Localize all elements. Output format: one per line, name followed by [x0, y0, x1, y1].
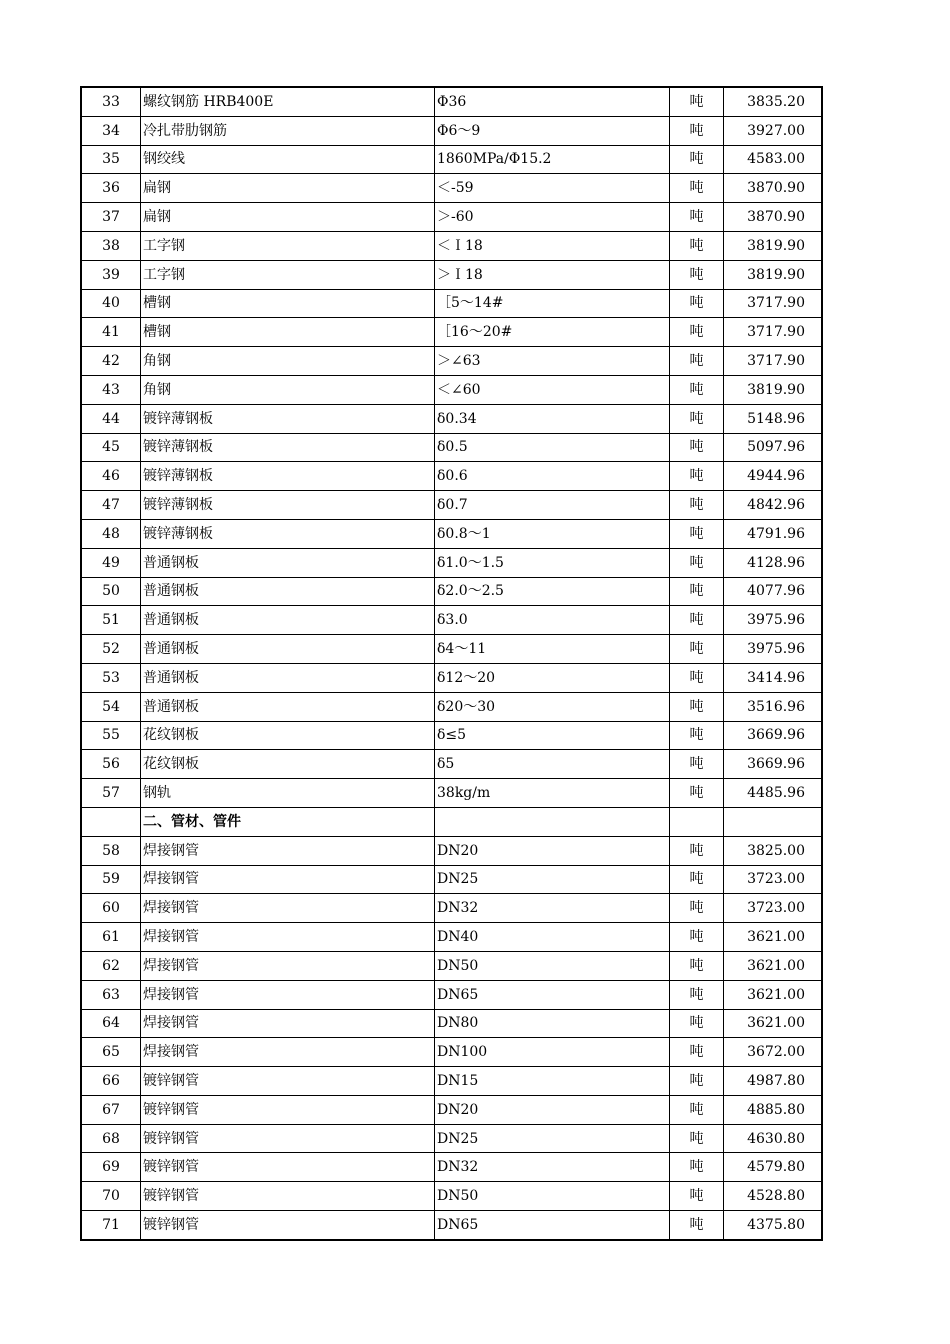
row-number-cell: 47	[81, 491, 141, 520]
table-row	[81, 404, 822, 433]
specification-cell: ＜-59	[435, 174, 670, 203]
price-cell: 5148.96	[724, 404, 823, 433]
material-name-cell: 镀锌薄钢板	[141, 404, 435, 433]
material-name-cell: 镀锌钢管	[141, 1211, 435, 1240]
specification-cell: DN20	[435, 1095, 670, 1124]
table-row	[81, 836, 822, 865]
row-number-cell: 46	[81, 462, 141, 491]
material-name-cell: 普通钢板	[141, 663, 435, 692]
specification-cell: δ0.34	[435, 404, 670, 433]
specification-cell: ［16～20#	[435, 318, 670, 347]
price-cell: 3621.00	[724, 1009, 823, 1038]
row-number-cell: 51	[81, 606, 141, 635]
price-cell: 3870.90	[724, 174, 823, 203]
specification-cell: ＞Ｉ18	[435, 260, 670, 289]
row-number-cell: 62	[81, 951, 141, 980]
unit-cell: 吨	[670, 145, 724, 174]
price-cell: 3669.96	[724, 721, 823, 750]
material-name-cell: 扁钢	[141, 174, 435, 203]
price-cell: 3621.00	[724, 980, 823, 1009]
price-cell: 3516.96	[724, 692, 823, 721]
unit-cell: 吨	[670, 894, 724, 923]
row-number-cell: 38	[81, 231, 141, 260]
price-cell: 4791.96	[724, 519, 823, 548]
unit-cell: 吨	[670, 606, 724, 635]
table-row	[81, 606, 822, 635]
price-cell: 4375.80	[724, 1211, 823, 1240]
row-number-cell: 66	[81, 1067, 141, 1096]
row-number-cell	[81, 807, 141, 836]
price-cell: 3975.96	[724, 606, 823, 635]
specification-cell: DN50	[435, 1182, 670, 1211]
price-cell: 4077.96	[724, 577, 823, 606]
unit-cell: 吨	[670, 865, 724, 894]
table-row	[81, 87, 822, 116]
row-number-cell: 37	[81, 203, 141, 232]
material-name-cell: 镀锌钢管	[141, 1153, 435, 1182]
specification-cell: δ12～20	[435, 663, 670, 692]
row-number-cell: 58	[81, 836, 141, 865]
table-row	[81, 145, 822, 174]
row-number-cell: 52	[81, 635, 141, 664]
table-row	[81, 519, 822, 548]
table-row	[81, 203, 822, 232]
unit-cell: 吨	[670, 635, 724, 664]
price-cell: 4630.80	[724, 1124, 823, 1153]
price-table	[80, 86, 823, 1241]
row-number-cell: 48	[81, 519, 141, 548]
material-name-cell: 普通钢板	[141, 692, 435, 721]
specification-cell: DN32	[435, 894, 670, 923]
price-cell: 3717.90	[724, 289, 823, 318]
specification-cell: DN65	[435, 980, 670, 1009]
material-name-cell: 焊接钢管	[141, 836, 435, 865]
specification-cell: δ0.6	[435, 462, 670, 491]
row-number-cell: 44	[81, 404, 141, 433]
specification-cell: δ0.7	[435, 491, 670, 520]
specification-cell: DN80	[435, 1009, 670, 1038]
table-row	[81, 548, 822, 577]
price-cell: 3975.96	[724, 635, 823, 664]
unit-cell: 吨	[670, 980, 724, 1009]
price-cell: 3669.96	[724, 750, 823, 779]
price-cell: 5097.96	[724, 433, 823, 462]
unit-cell: 吨	[670, 951, 724, 980]
table-row	[81, 1038, 822, 1067]
unit-cell: 吨	[670, 375, 724, 404]
material-name-cell: 焊接钢管	[141, 951, 435, 980]
material-name-cell: 扁钢	[141, 203, 435, 232]
specification-cell	[435, 807, 670, 836]
material-name-cell: 焊接钢管	[141, 1009, 435, 1038]
table-row	[81, 462, 822, 491]
row-number-cell: 43	[81, 375, 141, 404]
row-number-cell: 35	[81, 145, 141, 174]
specification-cell: Φ36	[435, 87, 670, 116]
specification-cell: DN25	[435, 1124, 670, 1153]
specification-cell: DN15	[435, 1067, 670, 1096]
table-row	[81, 347, 822, 376]
price-cell: 3927.00	[724, 116, 823, 145]
row-number-cell: 70	[81, 1182, 141, 1211]
price-cell: 4528.80	[724, 1182, 823, 1211]
unit-cell: 吨	[670, 318, 724, 347]
row-number-cell: 71	[81, 1211, 141, 1240]
price-cell: 3717.90	[724, 347, 823, 376]
price-cell: 3835.20	[724, 87, 823, 116]
unit-cell: 吨	[670, 462, 724, 491]
table-row	[81, 721, 822, 750]
specification-cell: Φ6～9	[435, 116, 670, 145]
unit-cell: 吨	[670, 174, 724, 203]
material-name-cell: 焊接钢管	[141, 865, 435, 894]
material-name-cell: 普通钢板	[141, 635, 435, 664]
row-number-cell: 56	[81, 750, 141, 779]
unit-cell: 吨	[670, 923, 724, 952]
material-name-cell: 镀锌薄钢板	[141, 491, 435, 520]
table-row	[81, 318, 822, 347]
row-number-cell: 67	[81, 1095, 141, 1124]
price-cell: 3621.00	[724, 951, 823, 980]
specification-cell: DN25	[435, 865, 670, 894]
price-cell: 4944.96	[724, 462, 823, 491]
material-name-cell: 钢绞线	[141, 145, 435, 174]
unit-cell: 吨	[670, 347, 724, 376]
price-cell: 3819.90	[724, 260, 823, 289]
table-row	[81, 750, 822, 779]
unit-cell: 吨	[670, 577, 724, 606]
price-cell	[724, 807, 823, 836]
specification-cell: δ3.0	[435, 606, 670, 635]
material-name-cell: 镀锌薄钢板	[141, 519, 435, 548]
unit-cell: 吨	[670, 87, 724, 116]
unit-cell: 吨	[670, 721, 724, 750]
row-number-cell: 59	[81, 865, 141, 894]
material-name-cell: 镀锌钢管	[141, 1182, 435, 1211]
unit-cell: 吨	[670, 1038, 724, 1067]
material-name-cell: 普通钢板	[141, 606, 435, 635]
table-row	[81, 1124, 822, 1153]
unit-cell: 吨	[670, 692, 724, 721]
material-name-cell: 焊接钢管	[141, 923, 435, 952]
price-cell: 3723.00	[724, 865, 823, 894]
material-name-cell: 花纹钢板	[141, 750, 435, 779]
price-cell: 3672.00	[724, 1038, 823, 1067]
specification-cell: ［5～14#	[435, 289, 670, 318]
table-row	[81, 260, 822, 289]
table-row	[81, 1067, 822, 1096]
unit-cell: 吨	[670, 1182, 724, 1211]
specification-cell: δ1.0～1.5	[435, 548, 670, 577]
material-name-cell: 镀锌薄钢板	[141, 433, 435, 462]
material-name-cell: 钢轨	[141, 779, 435, 808]
price-cell: 4987.80	[724, 1067, 823, 1096]
price-cell: 3717.90	[724, 318, 823, 347]
specification-cell: ＞-60	[435, 203, 670, 232]
specification-cell: DN40	[435, 923, 670, 952]
specification-cell: ＜∠60	[435, 375, 670, 404]
table-row	[81, 865, 822, 894]
table-row	[81, 116, 822, 145]
table-row	[81, 491, 822, 520]
price-cell: 3825.00	[724, 836, 823, 865]
specification-cell: δ5	[435, 750, 670, 779]
material-name-cell: 槽钢	[141, 289, 435, 318]
unit-cell: 吨	[670, 519, 724, 548]
specification-cell: DN65	[435, 1211, 670, 1240]
table-row	[81, 577, 822, 606]
specification-cell: δ0.8～1	[435, 519, 670, 548]
row-number-cell: 63	[81, 980, 141, 1009]
unit-cell: 吨	[670, 663, 724, 692]
row-number-cell: 49	[81, 548, 141, 577]
specification-cell: δ2.0～2.5	[435, 577, 670, 606]
material-name-cell: 焊接钢管	[141, 980, 435, 1009]
specification-cell: DN100	[435, 1038, 670, 1067]
table-row	[81, 1095, 822, 1124]
specification-cell: δ4～11	[435, 635, 670, 664]
table-row	[81, 1009, 822, 1038]
material-name-cell: 镀锌薄钢板	[141, 462, 435, 491]
row-number-cell: 41	[81, 318, 141, 347]
row-number-cell: 54	[81, 692, 141, 721]
specification-cell: ＜Ｉ18	[435, 231, 670, 260]
table-row	[81, 779, 822, 808]
material-name-cell: 普通钢板	[141, 548, 435, 577]
row-number-cell: 39	[81, 260, 141, 289]
row-number-cell: 55	[81, 721, 141, 750]
price-cell: 3819.90	[724, 231, 823, 260]
unit-cell: 吨	[670, 491, 724, 520]
row-number-cell: 57	[81, 779, 141, 808]
unit-cell: 吨	[670, 203, 724, 232]
price-cell: 4842.96	[724, 491, 823, 520]
material-name-cell: 角钢	[141, 375, 435, 404]
material-name-cell: 镀锌钢管	[141, 1124, 435, 1153]
section-title: 二、管材、管件	[141, 807, 435, 836]
table-row	[81, 289, 822, 318]
specification-cell: δ≤5	[435, 721, 670, 750]
material-name-cell: 螺纹钢筋 HRB400E	[141, 87, 435, 116]
row-number-cell: 50	[81, 577, 141, 606]
material-name-cell: 工字钢	[141, 260, 435, 289]
row-number-cell: 68	[81, 1124, 141, 1153]
price-cell: 4485.96	[724, 779, 823, 808]
price-cell: 4128.96	[724, 548, 823, 577]
material-name-cell: 冷扎带肋钢筋	[141, 116, 435, 145]
specification-cell: 1860MPa/Φ15.2	[435, 145, 670, 174]
specification-cell: DN32	[435, 1153, 670, 1182]
table-row	[81, 1182, 822, 1211]
material-name-cell: 普通钢板	[141, 577, 435, 606]
row-number-cell: 69	[81, 1153, 141, 1182]
table-row	[81, 923, 822, 952]
material-name-cell: 花纹钢板	[141, 721, 435, 750]
table-row	[81, 663, 822, 692]
table-row	[81, 174, 822, 203]
row-number-cell: 42	[81, 347, 141, 376]
unit-cell: 吨	[670, 779, 724, 808]
table-row	[81, 980, 822, 1009]
table-row	[81, 1211, 822, 1240]
material-name-cell: 镀锌钢管	[141, 1095, 435, 1124]
unit-cell	[670, 807, 724, 836]
table-row	[81, 1153, 822, 1182]
row-number-cell: 36	[81, 174, 141, 203]
row-number-cell: 65	[81, 1038, 141, 1067]
table-row	[81, 635, 822, 664]
section-header-row	[81, 807, 822, 836]
unit-cell: 吨	[670, 1211, 724, 1240]
specification-cell: DN50	[435, 951, 670, 980]
specification-cell: 38kg/m	[435, 779, 670, 808]
row-number-cell: 60	[81, 894, 141, 923]
row-number-cell: 40	[81, 289, 141, 318]
price-cell: 4579.80	[724, 1153, 823, 1182]
price-cell: 3723.00	[724, 894, 823, 923]
material-name-cell: 工字钢	[141, 231, 435, 260]
unit-cell: 吨	[670, 116, 724, 145]
row-number-cell: 45	[81, 433, 141, 462]
unit-cell: 吨	[670, 1153, 724, 1182]
row-number-cell: 34	[81, 116, 141, 145]
unit-cell: 吨	[670, 231, 724, 260]
table-row	[81, 231, 822, 260]
unit-cell: 吨	[670, 1124, 724, 1153]
specification-cell: δ20～30	[435, 692, 670, 721]
unit-cell: 吨	[670, 404, 724, 433]
unit-cell: 吨	[670, 1067, 724, 1096]
price-cell: 3870.90	[724, 203, 823, 232]
table-row	[81, 951, 822, 980]
material-name-cell: 焊接钢管	[141, 894, 435, 923]
unit-cell: 吨	[670, 750, 724, 779]
row-number-cell: 64	[81, 1009, 141, 1038]
unit-cell: 吨	[670, 1009, 724, 1038]
price-cell: 4583.00	[724, 145, 823, 174]
table-row	[81, 894, 822, 923]
specification-cell: δ0.5	[435, 433, 670, 462]
row-number-cell: 33	[81, 87, 141, 116]
price-cell: 3414.96	[724, 663, 823, 692]
unit-cell: 吨	[670, 433, 724, 462]
unit-cell: 吨	[670, 548, 724, 577]
material-name-cell: 焊接钢管	[141, 1038, 435, 1067]
price-cell: 3819.90	[724, 375, 823, 404]
specification-cell: DN20	[435, 836, 670, 865]
material-name-cell: 槽钢	[141, 318, 435, 347]
row-number-cell: 53	[81, 663, 141, 692]
row-number-cell: 61	[81, 923, 141, 952]
table-row	[81, 692, 822, 721]
material-name-cell: 镀锌钢管	[141, 1067, 435, 1096]
unit-cell: 吨	[670, 836, 724, 865]
specification-cell: ＞∠63	[435, 347, 670, 376]
material-name-cell: 角钢	[141, 347, 435, 376]
table-row	[81, 433, 822, 462]
unit-cell: 吨	[670, 1095, 724, 1124]
table-row	[81, 375, 822, 404]
price-cell: 4885.80	[724, 1095, 823, 1124]
unit-cell: 吨	[670, 289, 724, 318]
price-cell: 3621.00	[724, 923, 823, 952]
price-table-body	[81, 87, 822, 1240]
unit-cell: 吨	[670, 260, 724, 289]
